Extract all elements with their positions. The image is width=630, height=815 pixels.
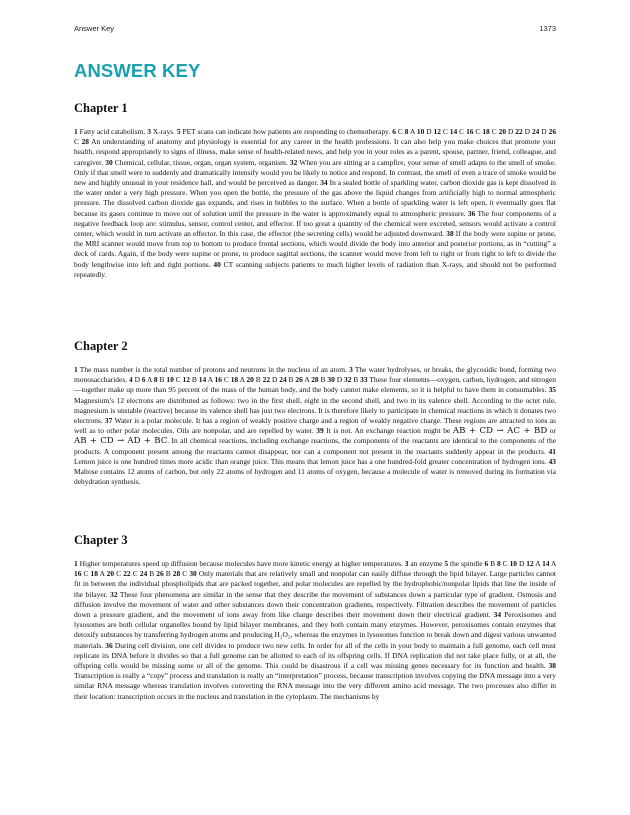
- answer-text: These four elements—oxygen, carbon, hydrogen, and nitrogen—together make up more than 95 percent of the mass of the human body, and the body cannot make elements, so it is helpful to have them in consumables.: [74, 375, 557, 395]
- chapter-heading: Chapter 2: [74, 339, 128, 353]
- question-number: 16: [214, 375, 222, 385]
- question-number: 6: [141, 375, 146, 385]
- question-number: 22: [515, 127, 523, 136]
- answer-text: PET scans can indicate how patients are responding to chemotherapy.: [180, 127, 393, 136]
- page-number: 1373: [539, 24, 556, 33]
- question-number: 22: [123, 569, 131, 579]
- answer-text: D: [539, 127, 549, 136]
- chapter-heading: Chapter 3: [74, 533, 128, 547]
- question-number: 41: [548, 446, 556, 456]
- question-number: 39: [316, 426, 324, 436]
- answer-text: C: [500, 559, 510, 568]
- question-number: 36: [105, 640, 113, 650]
- page-title: ANSWER KEY: [74, 60, 201, 81]
- question-number: 28: [172, 569, 181, 579]
- answer-text: B: [488, 559, 498, 568]
- question-number: 12: [433, 127, 441, 136]
- chapter-heading: Chapter 1: [74, 101, 128, 115]
- question-number: 3: [349, 365, 353, 374]
- question-number: 10: [509, 559, 518, 568]
- question-number: 8: [497, 559, 501, 568]
- answer-text: C: [74, 137, 82, 147]
- answer-text: C: [81, 569, 91, 579]
- answer-text: A: [533, 559, 543, 568]
- answer-text: When you are sitting at a campfire, your sense of smell adapts to the smell of smoke. Only if that smell were to suddenly and dramatically intensify would you be likely to notice and respond. In contrast, the smell of even a trace of smoke would be new and highly unusual in your residence hall, and would be perceived as danger.: [74, 157, 556, 188]
- question-number: 30: [327, 375, 335, 385]
- answer-text: A: [145, 375, 154, 385]
- question-number: 37: [104, 416, 113, 426]
- answer-text: Chemical, cellular, tissue, organ, organ system, organism.: [112, 157, 290, 167]
- question-number: 24: [139, 569, 148, 579]
- question-number: 3: [404, 559, 409, 568]
- answer-text: The water hydrolyses, or breaks, the glycosidic bond, forming two monosaccharides.: [74, 365, 556, 385]
- answer-text: D: [334, 375, 344, 385]
- question-number: 35: [548, 385, 556, 395]
- answer-text: Lemon juice is one hundred times more acidic than orange juice. This means that lemon juice has a one hundred-fold greater concentration of hydrogen ions.: [74, 456, 549, 466]
- question-number: 5: [444, 559, 449, 568]
- answer-text: CT scanning subjects patients to much higher levels of radiation than X-rays, and should not be performed repeatedly.: [74, 259, 556, 279]
- answer-text: C: [180, 569, 190, 579]
- question-number: 12: [526, 559, 534, 568]
- answer-text: B: [147, 569, 157, 579]
- chapter-3-answers: [74, 559, 556, 702]
- question-number: 20: [246, 375, 254, 385]
- answer-text: C: [457, 127, 467, 136]
- answer-text: A: [97, 569, 107, 579]
- question-number: 4: [128, 375, 133, 385]
- answer-text: A: [238, 375, 247, 385]
- answer-text: Peroxisomes and lysosomes are both cellular organelles bound by lipid bilayer membranes, and they both contain many enzymes. However, peroxisomes contain enzymes that detoxify substances by transferring hydrogen atoms and producing H₂O₂, whereas the enzymes in lysosomes function to break down and digest various unwanted materials.: [74, 610, 556, 650]
- question-number: 16: [74, 569, 82, 579]
- question-number: 8: [153, 375, 158, 385]
- answer-text: C: [173, 375, 183, 385]
- answer-text: D: [132, 375, 142, 385]
- answer-text: B: [286, 375, 296, 385]
- answer-text: During cell division, one cell divides to produce two new cells. In order for all of the cells in your body to maintain a full genome, each cell must replicate its DNA before it divides so that a full genome can be allotted to each of its offspring cells. If DNA replication did not take place fully, or at all, the offspring cells would be missing some or all of the genome. This could be disastrous if a cell was missing genes necessary for its function and health.: [74, 640, 556, 671]
- answer-text: The four components of a negative feedback loop are: stimulus, sensor, control center, and effector. If too great a quantity of the chemical were excreted, sensors would activate a control center, which would in turn activate an effector. In this case, the effector (the secreting cells) would be adjusted downward.: [74, 208, 556, 239]
- answer-text: D: [522, 127, 532, 136]
- chapter-3-section: [74, 533, 556, 702]
- question-number: 6: [484, 559, 489, 568]
- question-number: 26: [295, 375, 303, 385]
- answer-text: D: [517, 559, 527, 568]
- answer-text: It is not. An exchange reaction might be: [323, 426, 453, 436]
- answer-text: A: [206, 375, 215, 385]
- answer-text: or: [547, 426, 557, 436]
- answer-text: Transcription is really a “copy” process and translation is really an “interpretation” process, because transcription involves copying the DNA message into a very similar RNA message whereas translation involves converting the RNA message into the very different amino acid message. The two processes also differ in their location: transcription occurs in the nucleus and translation in the cytoplasm. The mechanisms by: [74, 671, 556, 701]
- reaction-equation: AB + CD → AC + BD: [452, 426, 548, 437]
- question-number: 1: [74, 127, 78, 136]
- answer-text: Higher temperatures speed up diffusion because molecules have more kinetic energy at higher temperatures.: [77, 559, 405, 568]
- answer-text: an enzyme: [408, 559, 445, 568]
- answer-text: An understanding of anatomy and physiology is essential for any career in the health professions. It can also help you make choices that promote your health, respond appropriately to signs of illness, make sense of health-related news, and help you in your roles as a parent, spouse, partner, friend, colleague, and caregiver.: [74, 137, 556, 167]
- answer-text: Water is a polar molecule. It has a region of weakly positive charge and a region of weakly negative charge. These regions are attracted to ions as well as to other polar molecules. Oils are nonpolar, and are repelled by water.: [74, 416, 556, 436]
- answer-text: Maltose contains 12 atoms of carbon, but only 22 atoms of hydrogen and 11 atoms of oxygen, because a molecule of water is removed during its formation via dehydration synthesis.: [74, 467, 556, 487]
- question-number: 32: [289, 157, 298, 167]
- question-number: 30: [189, 569, 197, 579]
- answer-text: B: [163, 569, 173, 579]
- answer-text: A: [408, 127, 417, 136]
- answer-text: C: [473, 127, 483, 136]
- question-number: 26: [548, 127, 557, 136]
- question-number: 34: [320, 178, 328, 188]
- answer-text: C: [440, 127, 450, 136]
- question-number: 14: [198, 375, 207, 385]
- answer-text: . In all chemical reactions, including exchange reactions, the components of the reactants are identical to the components of the products. A component present among the reactants cannot disappear, nor can a component not present in the reactants suddenly appear in the products.: [74, 436, 556, 456]
- answer-text: C: [114, 569, 124, 579]
- question-number: 18: [482, 127, 490, 136]
- question-number: 24: [531, 127, 540, 136]
- question-number: 34: [493, 610, 502, 620]
- answer-text: D: [270, 375, 280, 385]
- question-number: 24: [279, 375, 287, 385]
- question-number: 1: [74, 365, 78, 374]
- answer-text: D: [424, 127, 434, 136]
- chapter-2-section: [74, 339, 556, 487]
- question-number: 32: [343, 375, 352, 385]
- answer-text: C: [130, 569, 140, 579]
- question-number: 36: [467, 208, 476, 218]
- question-number: 5: [176, 127, 181, 136]
- question-number: 33: [360, 375, 368, 385]
- question-number: 10: [166, 375, 174, 385]
- question-number: 43: [548, 456, 556, 466]
- running-header-title: Answer Key: [74, 24, 115, 33]
- question-number: 26: [156, 569, 164, 579]
- question-number: 28: [81, 137, 89, 147]
- answer-text: A: [549, 559, 557, 568]
- question-number: 20: [498, 127, 507, 136]
- answer-text: B: [189, 375, 199, 385]
- question-number: 14: [542, 559, 550, 568]
- question-number: 18: [90, 569, 98, 579]
- answer-text: B: [351, 375, 361, 385]
- answer-text: B: [253, 375, 263, 385]
- question-number: 40: [213, 259, 221, 269]
- question-number: 6: [392, 127, 396, 136]
- question-number: 8: [404, 127, 409, 136]
- question-number: 1: [74, 559, 78, 568]
- chapter-1-section: [74, 101, 556, 280]
- answer-text: If the body were supine or prone, the MRI scanner would move from top to bottom to produce frontal sections, which would divide the body into anterior and posterior portions, as in “cutting” a deck of cards. Again, if the body were supine or prone, to produce sagittal sections, the scanner would move from left to right or from right to left to divide the body lengthwise into left and right portions.: [74, 229, 556, 269]
- question-number: 20: [106, 569, 115, 579]
- chapter-1-answers: [74, 127, 556, 280]
- answer-text: the spindle: [448, 559, 485, 568]
- answer-text: C: [395, 127, 405, 136]
- question-number: 32: [110, 589, 118, 599]
- answer-text: Magnesium’s 12 electrons are distributed as follows: two in the first shell, eight in the second shell, and two in its valence shell. According to the octet rule, magnesium is unstable (reactive) because its valence shell has just two electrons. It is therefore likely to participate in chemical reactions in which it donates two electrons.: [74, 395, 556, 426]
- question-number: 12: [182, 375, 190, 385]
- answer-text: C: [489, 127, 499, 136]
- question-number: 3: [147, 127, 151, 136]
- question-number: 16: [466, 127, 474, 136]
- question-number: 10: [416, 127, 425, 136]
- question-number: 18: [230, 375, 239, 385]
- answer-text: These four phenomena are similar in the sense that they describe the movement of substances down a particular type of gradient. Osmosis and diffusion involve the movement of water and other substances down their concentration gradients, respectively. Filtration describes the movement of particles down a pressure gradient, and the movement of ions away from like charge describes their movement down their electrical gradient.: [74, 589, 557, 620]
- reaction-equation: AB + CD → AD + BC: [74, 436, 168, 447]
- answer-text: X-rays.: [150, 127, 177, 136]
- answer-text: B: [157, 375, 167, 385]
- chapter-2-answers: [74, 365, 556, 487]
- answer-text: A: [302, 375, 312, 385]
- question-number: 14: [449, 127, 458, 136]
- question-number: 38: [548, 661, 556, 671]
- answer-text: The mass number is the total number of protons and neutrons in the nucleus of an atom.: [77, 365, 350, 374]
- question-number: 30: [105, 157, 113, 167]
- question-number: 22: [262, 375, 271, 385]
- question-number: 28: [311, 375, 319, 385]
- running-header: [74, 24, 556, 36]
- answer-text: D: [506, 127, 516, 136]
- answer-text: B: [318, 375, 328, 385]
- answer-text: In a sealed bottle of sparkling water, carbon dioxide gas is kept dissolved in the water under a very high pressure. When you open the bottle, the pressure of the gas above the liquid changes from artificially high to normal atmospheric pressure. The dissolved carbon dioxide gas expands, and rises in bubbles to the surface. When a bottle of sparkling water is left open, it eventually goes flat because its gases continue to move out of solution until the pressure in the water is approximately equal to atmospheric pressure.: [74, 178, 556, 218]
- answer-text: Fatty acid catabolism.: [77, 127, 148, 136]
- answer-text: C: [221, 375, 231, 385]
- question-number: 38: [446, 229, 454, 239]
- answer-text: Only materials that are relatively small and nonpolar can easily diffuse through the lipid bilayer. Large particles cannot fit in between the individual phospholipids that are packed together, and polar molecules are repelled by the hydrophobic/nonpolar lipids that line the inside of the bilayer.: [74, 569, 556, 599]
